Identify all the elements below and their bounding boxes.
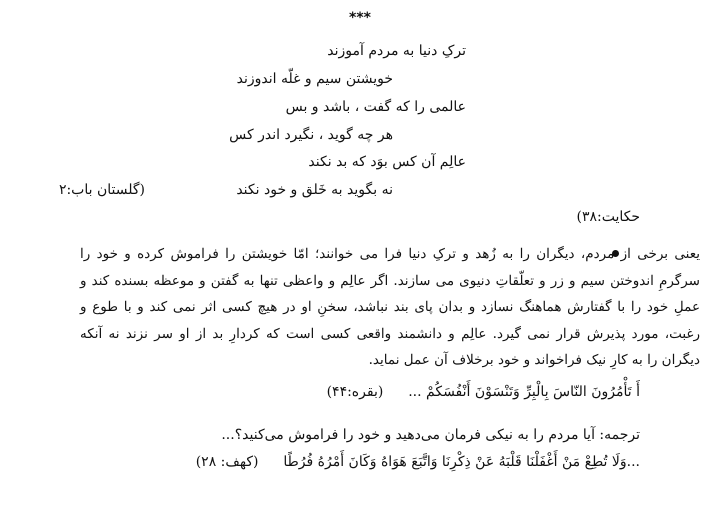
quran-verse-kahf	[196, 452, 640, 472]
quran-verse-baqara	[327, 382, 640, 402]
verse-text: أَ تَأْمُرُونَ النّاسَ بِالْبِرِّ وَتَنْسَوْنَ أَنْفُسَكُمْ ...	[408, 384, 640, 400]
poem-source: (گلستان باب:۲	[58, 182, 145, 198]
explanation-paragraph: یعنی برخی از مردم، دیگران را به زُهد و ترکِ دنیا فرا می خوانند؛ امّا خویشتن را فراموش کرده و خود را سرگرمِ اندوختن سیم و زر و تعلّقاتِ دنیوی می سازند. اگر عالِم و واعظی تنها به گفتن و موعظه بسنده کند و عملِ خود را با گفتارش هماهنگ نسازد و بدان پای بند نباشد، سخنِ او در هیچ کسی اثر نمی کند و با طوع و رغبت، مورد پذیرش قرار نمی گیرد. عالِم و دانشمند واقعی کسی است که کردارِ بد از او سر نزند نه آنکه دیگران را به کارِ نیک فراخواند و خود برخلاف آن عمل نماید.	[80, 246, 700, 368]
poem-source-continued: حکایت:۳۸)	[576, 209, 640, 225]
poem-line-6: نه بگوید به خَلق و خود نکند	[236, 182, 393, 198]
section-separator: ***	[349, 10, 371, 26]
poem-line-2: خویشتن سیم و غلّه اندوزند	[236, 71, 393, 87]
poem-line-1: ترکِ دنیا به مردم آموزند	[327, 43, 466, 59]
verse-reference: (کهف: ۲۸)	[195, 454, 259, 470]
poem-line-5: عالِم آن کس بوَد که بد نکند	[308, 154, 466, 170]
translation-line: ترجمه: آیا مردم را به نیکی فرمان می‌دهید و خود را فراموش می‌کنید؟...	[221, 427, 640, 443]
poem-line-3: عالمی را که گفت ، باشد و بس	[285, 99, 466, 115]
poem-line-4: هر چه گوید ، نگیرد اندر کس	[229, 127, 393, 143]
verse-text: ...وَلَا تُطِعْ مَنْ أَغْفَلْنَا قَلْبَهُ عَنْ ذِكْرِنَا وَاتَّبَعَ هَوَاهُ وَكَانَ أَمْرُهُ فُرُطًا	[283, 454, 640, 470]
verse-reference: (بقره:۴۴)	[326, 384, 384, 400]
